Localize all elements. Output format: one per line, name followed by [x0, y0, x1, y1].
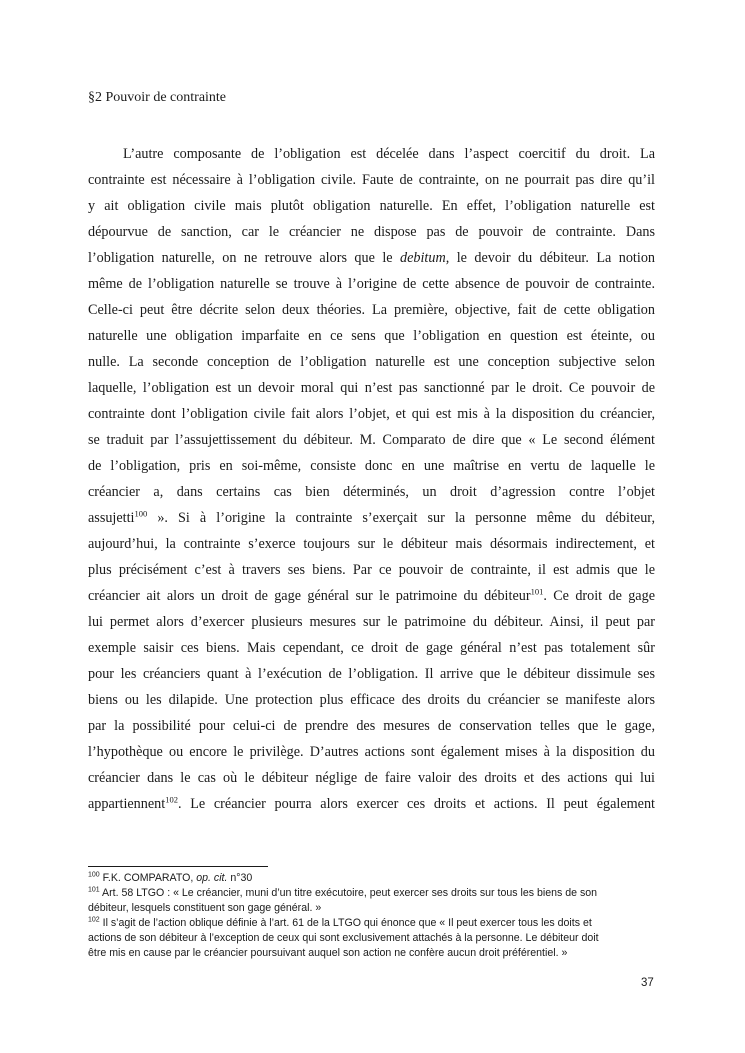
- text-run: de l’obligation, pris en soi-même, consiste donc en une maîtrise en vertu de laquelle le: [88, 458, 655, 474]
- paragraph-line: [88, 141, 655, 167]
- paragraph-line: [88, 479, 655, 505]
- paragraph-line: [88, 791, 655, 817]
- text-run: le devoir du débiteur. La notion: [449, 250, 656, 266]
- text-run: nulle. La seconde conception de l’obligation naturelle est une conception subjective selon: [88, 354, 655, 370]
- text-run: assujetti: [88, 510, 135, 526]
- paragraph-line: [88, 401, 655, 427]
- footnote-ref: 101: [530, 586, 544, 597]
- page-number: 37: [641, 977, 654, 989]
- italic-text: debitum,: [400, 250, 450, 266]
- paragraph-line: [88, 765, 655, 791]
- text-run: contrainte est nécessaire à l’obligation civile. Faute de contrainte, on ne pourrait pas dire qu’il: [88, 172, 655, 188]
- paragraph-line: [88, 219, 655, 245]
- paragraph-line: [88, 193, 655, 219]
- text-run: par la possibilité pour celui-ci de prendre des mesures de conservation telles que le gage,: [88, 718, 655, 734]
- text-run: appartiennent: [88, 796, 166, 812]
- text-run: Art. 58 LTGO : « Le créancier, muni d’un titre exécutoire, peut exercer ses droits sur tous les biens de son: [99, 887, 598, 899]
- text-run: même de l’obligation naturelle se trouve à l’origine de cette absence de pouvoir de contrainte.: [88, 276, 655, 292]
- paragraph-line: [88, 297, 655, 323]
- paragraph-line: [88, 375, 655, 401]
- footnote-ref: 100: [134, 508, 148, 519]
- text-run: contrainte dont l’obligation civile fait alors l’objet, et qui est mis à la disposition du créancier,: [88, 406, 655, 422]
- paragraph-line: [88, 531, 655, 557]
- footnote-line: [88, 946, 658, 961]
- paragraph-line: [88, 713, 655, 739]
- text-run: Celle-ci peut être décrite selon deux théories. La première, objective, fait de cette obligation: [88, 302, 655, 318]
- text-run: F.K. COMPARATO,: [99, 872, 197, 884]
- paragraph-line: [88, 271, 655, 297]
- text-run: aujourd’hui, la contrainte s’exerce toujours sur le débiteur mais désormais indirectement, et: [88, 536, 655, 552]
- text-run: l’hypothèque ou encore le privilège. D’autres actions sont également mises à la disposition du: [88, 744, 655, 760]
- paragraph-line: [88, 505, 655, 531]
- paragraph-line: [88, 557, 655, 583]
- footnote-ref: 101: [88, 886, 100, 894]
- text-run: l’obligation naturelle, on ne retrouve alors que le: [88, 250, 400, 266]
- text-run: être mis en cause par le créancier poursuivant auquel son action ne confère aucun droit préférentiel. »: [88, 947, 568, 959]
- paragraph-line: [88, 609, 655, 635]
- text-run: plus précisément c’est à travers ses biens. Par ce pouvoir de contrainte, il est admis que le: [88, 562, 655, 578]
- footnotes: [88, 871, 658, 961]
- text-run: actions de son débiteur à l’exception de ceux qui sont exclusivement attachés à la personne. Le débiteur doit: [88, 932, 599, 944]
- footnote-line: [88, 901, 658, 916]
- text-run: biens ou les dilapide. Une protection plus efficace des droits du créancier se manifeste alors: [88, 692, 655, 708]
- paragraph-line: [88, 349, 655, 375]
- footnote-line: [88, 916, 658, 931]
- paragraph-line: [88, 583, 655, 609]
- footnote-separator: [88, 866, 268, 867]
- text-run: dépourvue de sanction, car le créancier ne dispose pas de pouvoir de contrainte. Dans: [88, 224, 655, 240]
- paragraph-line: [88, 323, 655, 349]
- text-run: créancier ait alors un droit de gage général sur le patrimoine du débiteur: [88, 588, 531, 604]
- text-run: n°30: [227, 872, 253, 884]
- text-run: Il s’agit de l’action oblique définie à l’art. 61 de la LTGO qui énonce que « Il peut exercer tous les doits et: [99, 917, 592, 929]
- paragraph-line: [88, 687, 655, 713]
- text-run: y ait obligation civile mais plutôt obligation naturelle. En effet, l’obligation naturelle est: [88, 198, 655, 214]
- paragraph-line: [88, 427, 655, 453]
- text-run: L’autre composante de l’obligation est décelée dans l’aspect coercitif du droit. La: [123, 146, 655, 162]
- paragraph-line: [88, 245, 655, 271]
- section-heading: §2 Pouvoir de contrainte: [88, 90, 227, 105]
- italic-text: op. cit.: [196, 872, 228, 884]
- footnote-ref: 102: [88, 916, 100, 924]
- text-run: créancier a, dans certains cas bien déterminés, un droit d’agression contre l’objet: [88, 484, 655, 500]
- paragraph-line: [88, 661, 655, 687]
- paragraph-line: [88, 739, 655, 765]
- text-run: . Ce droit de gage: [543, 588, 655, 604]
- text-run: pour les créanciers quant à l’exécution de l’obligation. Il arrive que le débiteur dissimule ses: [88, 666, 655, 682]
- text-run: créancier dans le cas où le débiteur néglige de faire valoir des droits et des actions qui lui: [88, 770, 655, 786]
- footnote-ref: 100: [88, 871, 100, 879]
- paragraph-line: [88, 453, 655, 479]
- text-run: se traduit par l’assujettissement du débiteur. M. Comparato de dire que « Le second élément: [88, 432, 655, 448]
- paragraph-line: [88, 635, 655, 661]
- text-run: lui permet alors d’exercer plusieurs mesures sur le patrimoine du débiteur. Ainsi, il peut par: [88, 614, 655, 630]
- footnote-line: [88, 931, 658, 946]
- footnote-line: [88, 871, 658, 886]
- paragraph-line: [88, 167, 655, 193]
- text-run: naturelle une obligation imparfaite en ce sens que l’obligation en question est éteinte, ou: [88, 328, 655, 344]
- body-paragraph: [88, 141, 655, 817]
- footnote-line: [88, 886, 658, 901]
- text-run: ». Si à l’origine la contrainte s’exerçait sur la personne même du débiteur,: [147, 510, 655, 526]
- text-run: exemple saisir ces biens. Mais cependant, ce droit de gage général n’est pas totalement sûr: [88, 640, 655, 656]
- text-run: laquelle, l’obligation est un devoir moral qui n’est pas sanctionné par le droit. Ce pouvoir de: [88, 380, 655, 396]
- footnote-ref: 102: [165, 794, 178, 805]
- text-run: débiteur, lesquels constituent son gage général. »: [88, 902, 322, 914]
- text-run: . Le créancier pourra alors exercer ces droits et actions. Il peut également: [177, 796, 655, 812]
